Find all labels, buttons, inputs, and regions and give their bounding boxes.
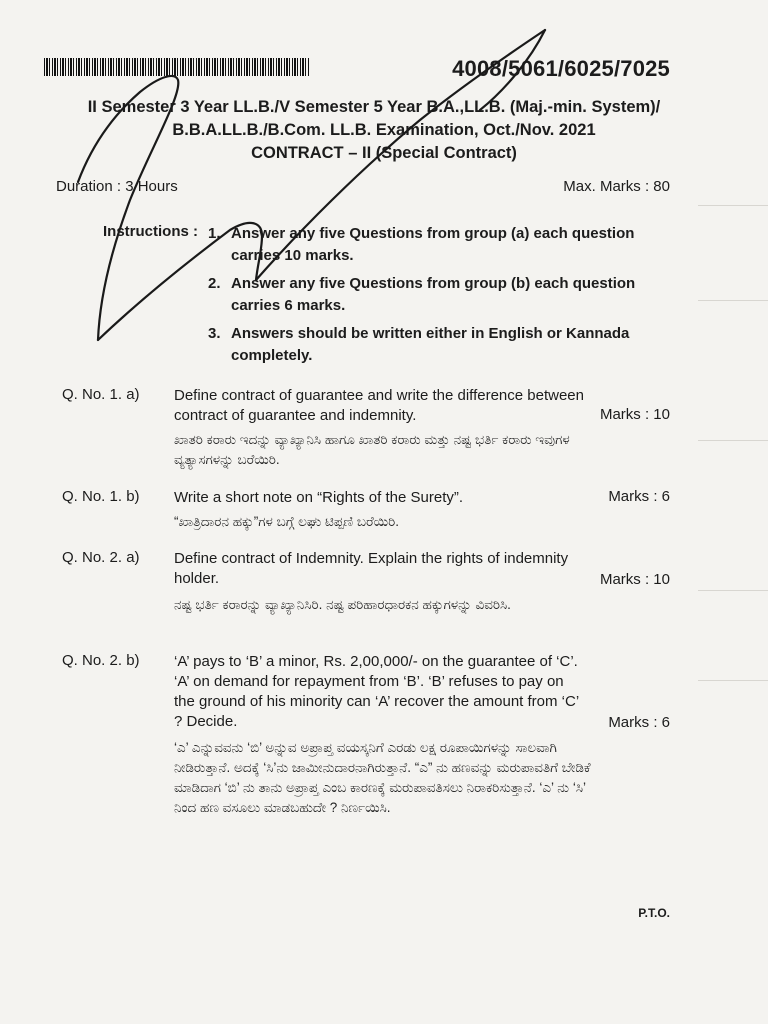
question-kannada-text: ಖಾತರಿ ಕರಾರು ಇದನ್ನು ವ್ಯಾಖ್ಯಾನಿಸಿ ಹಾಗೂ ಖಾತರಿ ಕರಾರು ಮತ್ತು ನಷ್ಟ ಭರ್ತಿ ಕರಾರು ಇವುಗಳ ವ್ಯತ್ಯಾಸಗಳನ್ನು ಬರೆಯಿರಿ. [174,432,570,467]
instruction-number: 2. [208,275,221,292]
question-marks: Marks : 10 [599,571,670,588]
question-text: Define contract of guarantee and write the difference between contract of guarantee and indemnity. [174,387,584,424]
exam-title-line-2: B.B.A.LL.B./B.Com. LL.B. Examination, Oct./Nov. 2021 [172,121,596,139]
bleed-through-line [698,440,768,441]
question-label: Q. No. 1. b) [62,488,140,505]
exam-title-line-1: II Semester 3 Year LL.B./V Semester 5 Year B.A.,LL.B. (Maj.-min. System)/ [87,98,661,116]
question-text: ‘A’ pays to ‘B’ a minor, Rs. 2,00,000/- on the guarantee of ‘C’. ‘A’ on demand for repayment from ‘B’. ‘B’ refuses to pay on the ground of his minority can ‘A’ recover the amount from ‘C’ ? Decide. [174,653,579,730]
bleed-through-line [698,205,768,206]
paper-code: 4008/5061/6025/7025 [452,56,670,81]
question-label: Q. No. 2. b) [62,652,140,669]
max-marks: Max. Marks : 80 [563,178,670,195]
question-kannada-text: ‘ಎ’ ಎನ್ನುವವನು ‘ಬಿ’ ಅನ್ನುವ ಅಪ್ರಾಪ್ತ ವಯಸ್ಕನಿಗೆ ಎರಡು ಲಕ್ಷ ರೂಪಾಯಿಗಳನ್ನು ಸಾಲವಾಗಿ ನೀಡಿರುತ್ತಾನೆ. ಅದಕ್ಕೆ ‘ಸಿ’ನು ಜಾಮೀನುದಾರನಾಗಿರುತ್ತಾನೆ. “ಎ” ನು ಹಣವನ್ನು ಮರುಪಾವತಿಗೆ ಬೇಡಿಕೆ ಮಾಡಿದಾಗ ‘ಬಿ’ ನು ತಾನು ಅಪ್ರಾಪ್ತ ಎಂಬ ಕಾರಣಕ್ಕೆ ಮರುಪಾವತಿಸಲು ನಿರಾಕರಿಸುತ್ತಾನೆ. ‘ಎ’ ನು ‘ಸಿ’ ನಿಂದ ಹಣ ವಸೂಲು ಮಾಡಬಹುದೇ ? ನಿರ್ಣಯಿಸಿ. [174,740,591,815]
instruction-text: Answer any five Questions from group (b) each question carries 6 marks. [231,275,636,314]
question-kannada-text: “ಖಾತ್ರಿದಾರನ ಹಕ್ಕು”ಗಳ ಬಗ್ಗೆ ಲಘು ಟಿಪ್ಪಣಿ ಬರೆಯಿರಿ. [174,514,400,529]
duration: Duration : 3 Hours [56,178,178,195]
question-marks: Marks : 10 [599,406,670,423]
instruction-text: Answer any five Questions from group (a) each question carries 10 marks. [231,225,635,264]
question-label: Q. No. 2. a) [62,549,140,566]
bleed-through-line [698,590,768,591]
pto-label: P.T.O. [638,906,670,920]
question-text: Write a short note on “Rights of the Surety”. [174,489,464,506]
instruction-number: 1. [208,225,221,242]
instruction-text: Answers should be written either in English or Kannada completely. [231,325,630,364]
question-kannada-text: ನಷ್ಟ ಭರ್ತಿ ಕರಾರನ್ನು ವ್ಯಾಖ್ಯಾನಿಸಿರಿ. ನಷ್ಟ ಪರಿಹಾರಧಾರಕನ ಹಕ್ಕುಗಳನ್ನು ವಿವರಿಸಿ. [174,597,511,612]
instruction-number: 3. [208,325,221,342]
instructions-label: Instructions : [103,223,199,240]
bleed-through-line [698,680,768,681]
question-text: Define contract of Indemnity. Explain the rights of indemnity holder. [174,550,569,587]
subject-title: CONTRACT – II (Special Contract) [251,144,517,162]
question-marks: Marks : 6 [608,714,670,731]
bleed-through-line [698,300,768,301]
question-marks: Marks : 6 [608,488,670,505]
question-label: Q. No. 1. a) [62,386,140,403]
barcode [44,58,309,76]
